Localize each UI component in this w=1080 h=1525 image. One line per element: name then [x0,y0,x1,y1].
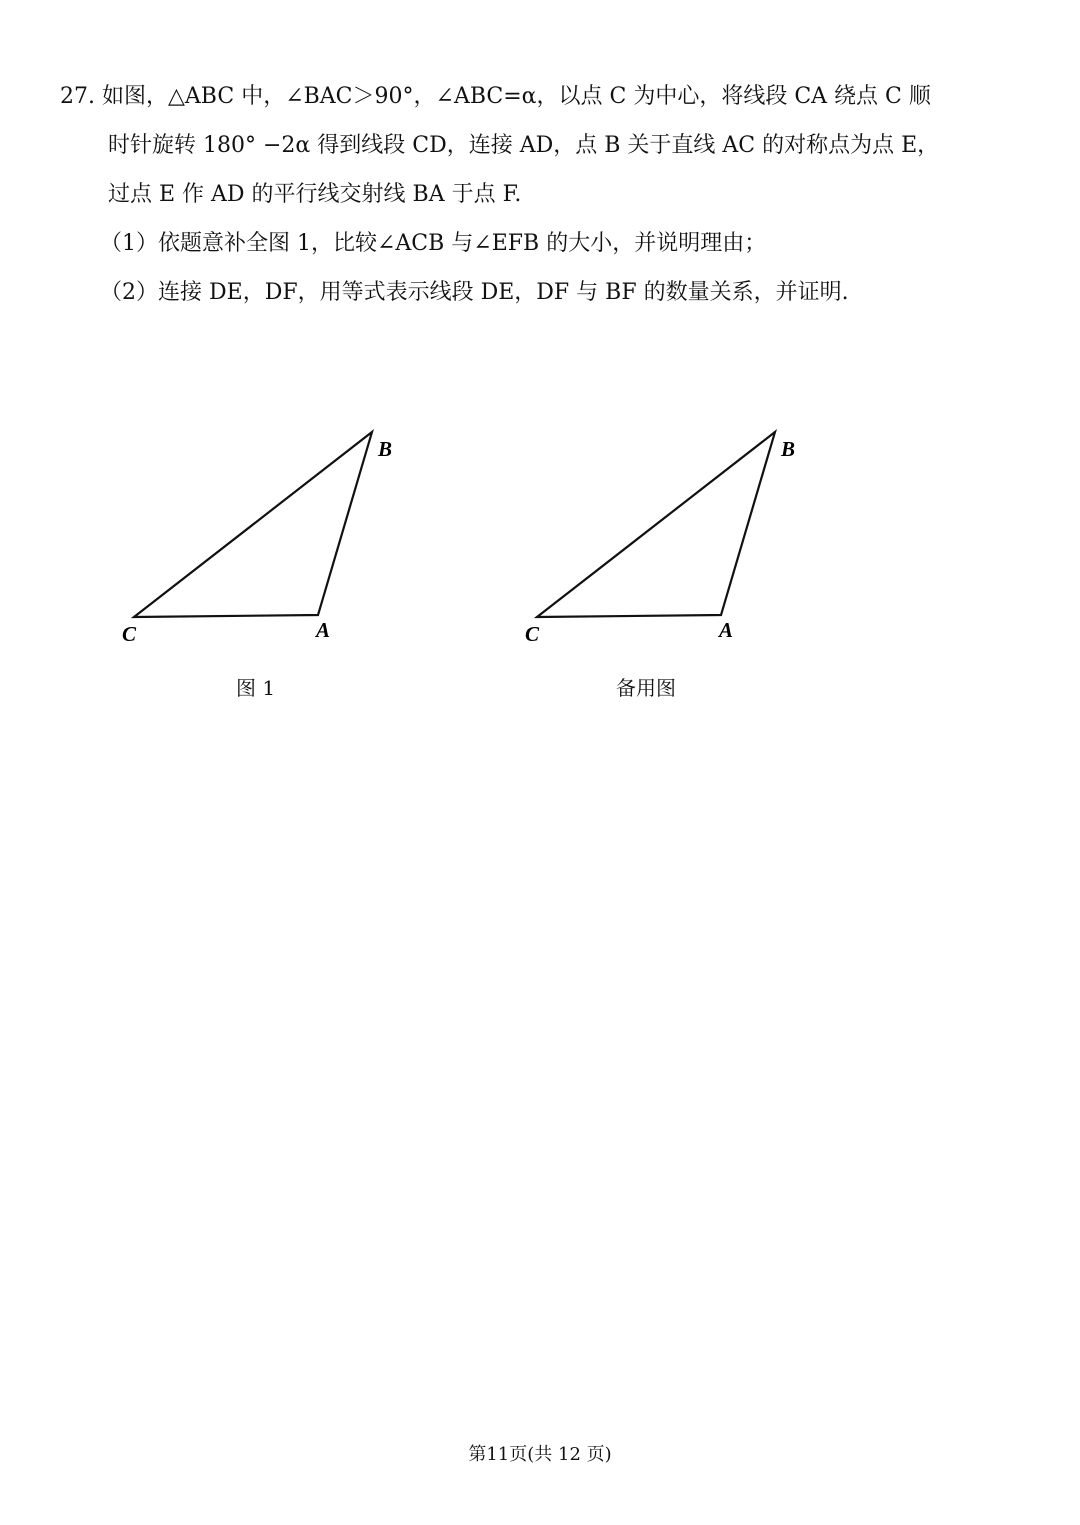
figure-1-triangle [110,420,410,655]
triangle-abc [537,432,775,617]
triangle-abc [134,432,372,617]
problem-part-2: （2）连接 DE，DF，用等式表示线段 DE，DF 与 BF 的数量关系，并证明. [100,280,849,305]
problem-text [60,72,1030,317]
figure-1-caption: 图 1 [236,676,276,700]
problem-line-1: 27. 如图，△ABC 中，∠BAC＞90°，∠ABC=α，以点 C 为中心，将线段 CA 绕点 C 顺 [60,84,931,109]
problem-line-3: 过点 E 作 AD 的平行线交射线 BA 于点 F. [108,182,522,207]
vertex-label-a: A [719,618,734,642]
vertex-label-c: C [122,622,137,646]
vertex-label-b: B [378,437,393,461]
vertex-label-a: A [316,618,331,642]
figure-2-triangle [513,420,813,655]
vertex-label-c: C [525,622,540,646]
vertex-label-b: B [781,437,796,461]
page-footer: 第11页(共 12 页) [468,1444,612,1465]
problem-part-1: （1）依题意补全图 1，比较∠ACB 与∠EFB 的大小，并说明理由； [100,231,767,256]
problem-line-2: 时针旋转 180° −2α 得到线段 CD，连接 AD，点 B 关于直线 AC 的对称点为点 E， [108,133,940,158]
figure-2-caption: 备用图 [616,676,676,700]
